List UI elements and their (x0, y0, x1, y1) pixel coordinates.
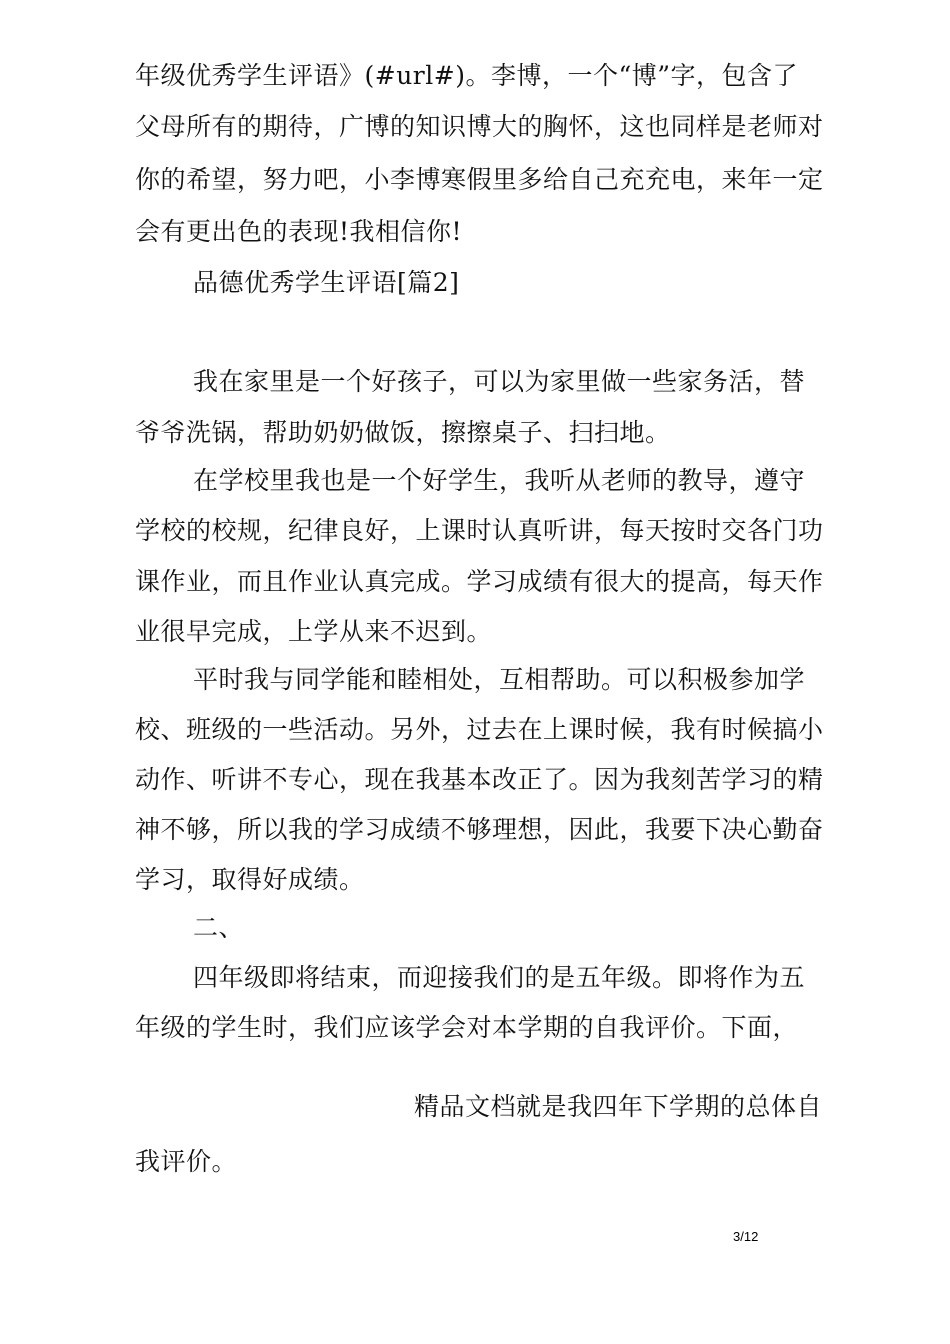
text-line: 年级的学生时，我们应该学会对本学期的自我评价。下面， (135, 1013, 799, 1042)
text-line: 我在家里是一个好孩子，可以为家里做一些家务活，替 (193, 367, 806, 396)
text-line: 父母所有的期待，广博的知识博大的胸怀，这也同样是老师对 (135, 112, 824, 141)
text-line: 业很早完成，上学从来不迟到。 (135, 617, 493, 646)
section-number: 二、 (193, 913, 245, 942)
text-line: 在学校里我也是一个好学生，我听从老师的教导，遵守 (193, 466, 806, 495)
text-line: 学习，取得好成绩。 (135, 865, 365, 894)
text-line: 你的希望，努力吧，小李博寒假里多给自己充充电，来年一定 (135, 165, 824, 194)
section-heading: 品德优秀学生评语[篇2] (193, 268, 460, 297)
page-number: 3/12 (733, 1229, 759, 1244)
text-line: 神不够，所以我的学习成绩不够理想，因此，我要下决心勤奋 (135, 815, 824, 844)
text-line: 动作、听讲不专心，现在我基本改正了。因为我刻苦学习的精 (135, 765, 824, 794)
text-line: 会有更出色的表现!我相信你! (135, 217, 463, 246)
text-line: 平时我与同学能和睦相处，互相帮助。可以积极参加学 (193, 665, 806, 694)
text-line: 爷爷洗锅，帮助奶奶做饭，擦擦桌子、扫扫地。 (135, 418, 671, 447)
text-line: 四年级即将结束，而迎接我们的是五年级。即将作为五 (193, 963, 806, 992)
text-line: 我评价。 (135, 1147, 238, 1176)
text-line: 校、班级的一些活动。另外，过去在上课时候，我有时候搞小 (135, 715, 824, 744)
text-line: 年级优秀学生评语》(#url#)。李博，一个“博”字，包含了 (135, 61, 799, 90)
text-line: 精品文档就是我四年下学期的总体自 (414, 1092, 823, 1121)
text-line: 学校的校规，纪律良好，上课时认真听讲，每天按时交各门功 (135, 516, 824, 545)
text-line: 课作业，而且作业认真完成。学习成绩有很大的提高，每天作 (135, 567, 824, 596)
